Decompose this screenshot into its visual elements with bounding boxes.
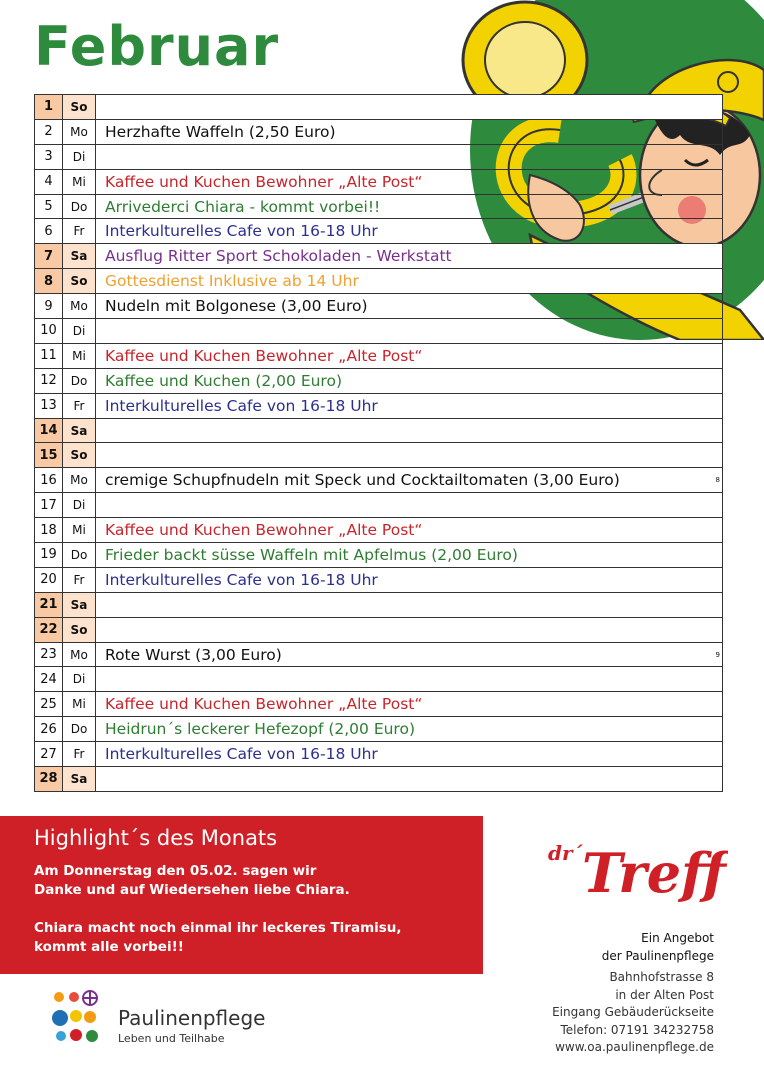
highlight-text <box>34 862 474 957</box>
event-cell <box>96 617 723 642</box>
weekday: Fr <box>63 219 96 244</box>
event-text: Gottesdienst Inklusive ab 14 Uhr <box>105 272 359 291</box>
event-text: Kaffee und Kuchen Bewohner „Alte Post“ <box>105 172 423 191</box>
event-cell <box>96 144 723 169</box>
row-marker: 8 <box>715 476 720 485</box>
day-number: 22 <box>35 617 63 642</box>
event-text: Rote Wurst (3,00 Euro) <box>105 645 282 664</box>
treff-logo <box>548 830 728 910</box>
event-cell <box>96 244 723 269</box>
event-text: Nudeln mit Bolgonese (3,00 Euro) <box>105 297 368 316</box>
event-text: Interkulturelles Cafe von 16-18 Uhr <box>105 570 378 589</box>
calendar-row <box>35 144 723 169</box>
event-cell <box>96 493 723 518</box>
address-line: Eingang Gebäuderückseite <box>552 1005 714 1019</box>
weekday: Di <box>63 319 96 344</box>
calendar-row <box>35 418 723 443</box>
weekday: Mi <box>63 692 96 717</box>
day-number: 14 <box>35 418 63 443</box>
highlight-line: Chiara macht noch einmal ihr leckeres Tiramisu, <box>34 920 402 936</box>
weekday: So <box>63 269 96 294</box>
highlight-line: kommt alle vorbei!! <box>34 939 184 955</box>
day-number: 27 <box>35 742 63 767</box>
calendar-row <box>35 742 723 767</box>
event-text: Arrivederci Chiara - kommt vorbei!! <box>105 197 381 216</box>
day-number: 28 <box>35 767 63 792</box>
event-cell <box>96 443 723 468</box>
weekday: So <box>63 617 96 642</box>
weekday: Sa <box>63 418 96 443</box>
event-cell <box>96 169 723 194</box>
event-text: Interkulturelles Cafe von 16-18 Uhr <box>105 222 378 241</box>
day-number: 6 <box>35 219 63 244</box>
calendar-row <box>35 294 723 319</box>
calendar-row <box>35 319 723 344</box>
day-number: 1 <box>35 95 63 120</box>
highlight-panel <box>0 816 483 974</box>
calendar-row <box>35 219 723 244</box>
day-number: 26 <box>35 717 63 742</box>
day-number: 20 <box>35 567 63 592</box>
calendar-row <box>35 692 723 717</box>
day-number: 16 <box>35 468 63 493</box>
phone-number: Telefon: 07191 34232758 <box>560 1022 714 1037</box>
day-number: 21 <box>35 592 63 617</box>
event-cell <box>96 468 723 493</box>
day-number: 17 <box>35 493 63 518</box>
event-text: Interkulturelles Cafe von 16-18 Uhr <box>105 396 378 415</box>
weekday: Fr <box>63 393 96 418</box>
day-number: 13 <box>35 393 63 418</box>
page-title: Februar <box>34 15 280 78</box>
weekday: Di <box>63 144 96 169</box>
event-cell <box>96 219 723 244</box>
calendar-table <box>34 94 723 792</box>
calendar-row <box>35 194 723 219</box>
highlight-title: Highlight´s des Monats <box>34 826 278 850</box>
event-text: Ausflug Ritter Sport Schokoladen - Werkstatt <box>105 247 452 266</box>
event-cell <box>96 368 723 393</box>
website-url: www.oa.paulinenpflege.de <box>555 1040 714 1054</box>
event-cell <box>96 194 723 219</box>
calendar-row <box>35 767 723 792</box>
day-number: 10 <box>35 319 63 344</box>
event-cell <box>96 294 723 319</box>
row-marker: 9 <box>715 650 720 659</box>
event-cell <box>96 95 723 120</box>
event-cell <box>96 742 723 767</box>
footer-logo-name: Paulinenpflege <box>118 1006 266 1030</box>
event-cell <box>96 567 723 592</box>
event-cell <box>96 269 723 294</box>
weekday: Mo <box>63 119 96 144</box>
event-cell <box>96 667 723 692</box>
calendar-row <box>35 493 723 518</box>
calendar-row <box>35 642 723 667</box>
event-cell <box>96 692 723 717</box>
calendar-row <box>35 592 723 617</box>
info-line: Ein Angebot <box>641 931 714 945</box>
weekday: So <box>63 95 96 120</box>
treff-logo-prefix: dr´ <box>548 841 583 865</box>
weekday: Sa <box>63 767 96 792</box>
event-text: cremige Schupfnudeln mit Speck und Cocktailtomaten (3,00 Euro) <box>105 471 620 490</box>
day-number: 19 <box>35 543 63 568</box>
event-cell <box>96 543 723 568</box>
calendar-row <box>35 667 723 692</box>
info-line: der Paulinenpflege <box>601 948 714 963</box>
weekday: Sa <box>63 592 96 617</box>
event-cell <box>96 717 723 742</box>
day-number: 4 <box>35 169 63 194</box>
day-number: 25 <box>35 692 63 717</box>
address-line: Bahnhofstrasse 8 <box>609 970 714 984</box>
day-number: 15 <box>35 443 63 468</box>
event-cell <box>96 592 723 617</box>
event-text: Interkulturelles Cafe von 16-18 Uhr <box>105 745 378 764</box>
weekday: So <box>63 443 96 468</box>
event-cell <box>96 119 723 144</box>
day-number: 3 <box>35 144 63 169</box>
event-text: Kaffee und Kuchen Bewohner „Alte Post“ <box>105 346 423 365</box>
weekday: Mo <box>63 642 96 667</box>
event-cell <box>96 642 723 667</box>
footer-logo-tagline: Leben und Teilhabe <box>118 1032 225 1045</box>
weekday: Mo <box>63 294 96 319</box>
event-text: Kaffee und Kuchen (2,00 Euro) <box>105 371 342 390</box>
calendar-row <box>35 244 723 269</box>
weekday: Do <box>63 194 96 219</box>
weekday: Di <box>63 493 96 518</box>
weekday: Mi <box>63 343 96 368</box>
calendar-row <box>35 269 723 294</box>
weekday: Mi <box>63 518 96 543</box>
address-line: in der Alten Post <box>615 987 714 1002</box>
calendar-row <box>35 468 723 493</box>
calendar-row <box>35 95 723 120</box>
day-number: 8 <box>35 269 63 294</box>
calendar-row <box>35 543 723 568</box>
calendar-row <box>35 617 723 642</box>
calendar-row <box>35 169 723 194</box>
event-cell <box>96 418 723 443</box>
day-number: 23 <box>35 642 63 667</box>
event-cell <box>96 343 723 368</box>
day-number: 2 <box>35 119 63 144</box>
calendar-row <box>35 368 723 393</box>
day-number: 12 <box>35 368 63 393</box>
weekday: Sa <box>63 244 96 269</box>
event-text: Kaffee und Kuchen Bewohner „Alte Post“ <box>105 521 423 540</box>
event-text: Herzhafte Waffeln (2,50 Euro) <box>105 122 336 141</box>
highlight-line: Am Donnerstag den 05.02. sagen wir <box>34 863 317 879</box>
weekday: Fr <box>63 742 96 767</box>
day-number: 18 <box>35 518 63 543</box>
calendar-row <box>35 393 723 418</box>
weekday: Do <box>63 717 96 742</box>
event-text: Kaffee und Kuchen Bewohner „Alte Post“ <box>105 695 423 714</box>
event-cell <box>96 767 723 792</box>
highlight-line: Danke und auf Wiedersehen liebe Chiara. <box>34 882 350 898</box>
day-number: 5 <box>35 194 63 219</box>
event-text: Heidrun´s leckerer Hefezopf (2,00 Euro) <box>105 720 415 739</box>
weekday: Do <box>63 543 96 568</box>
calendar-row <box>35 443 723 468</box>
event-text: Frieder backt süsse Waffeln mit Apfelmus (2,00 Euro) <box>105 545 518 564</box>
calendar-row <box>35 518 723 543</box>
calendar-row <box>35 343 723 368</box>
weekday: Mi <box>63 169 96 194</box>
weekday: Do <box>63 368 96 393</box>
weekday: Mo <box>63 468 96 493</box>
weekday: Fr <box>63 567 96 592</box>
day-number: 24 <box>35 667 63 692</box>
calendar-row <box>35 717 723 742</box>
day-number: 11 <box>35 343 63 368</box>
day-number: 9 <box>35 294 63 319</box>
weekday: Di <box>63 667 96 692</box>
calendar-row <box>35 119 723 144</box>
event-cell <box>96 319 723 344</box>
day-number: 7 <box>35 244 63 269</box>
treff-logo-name: Treff <box>582 841 726 905</box>
calendar-row <box>35 567 723 592</box>
event-cell <box>96 393 723 418</box>
event-cell <box>96 518 723 543</box>
contact-info <box>552 930 714 1057</box>
